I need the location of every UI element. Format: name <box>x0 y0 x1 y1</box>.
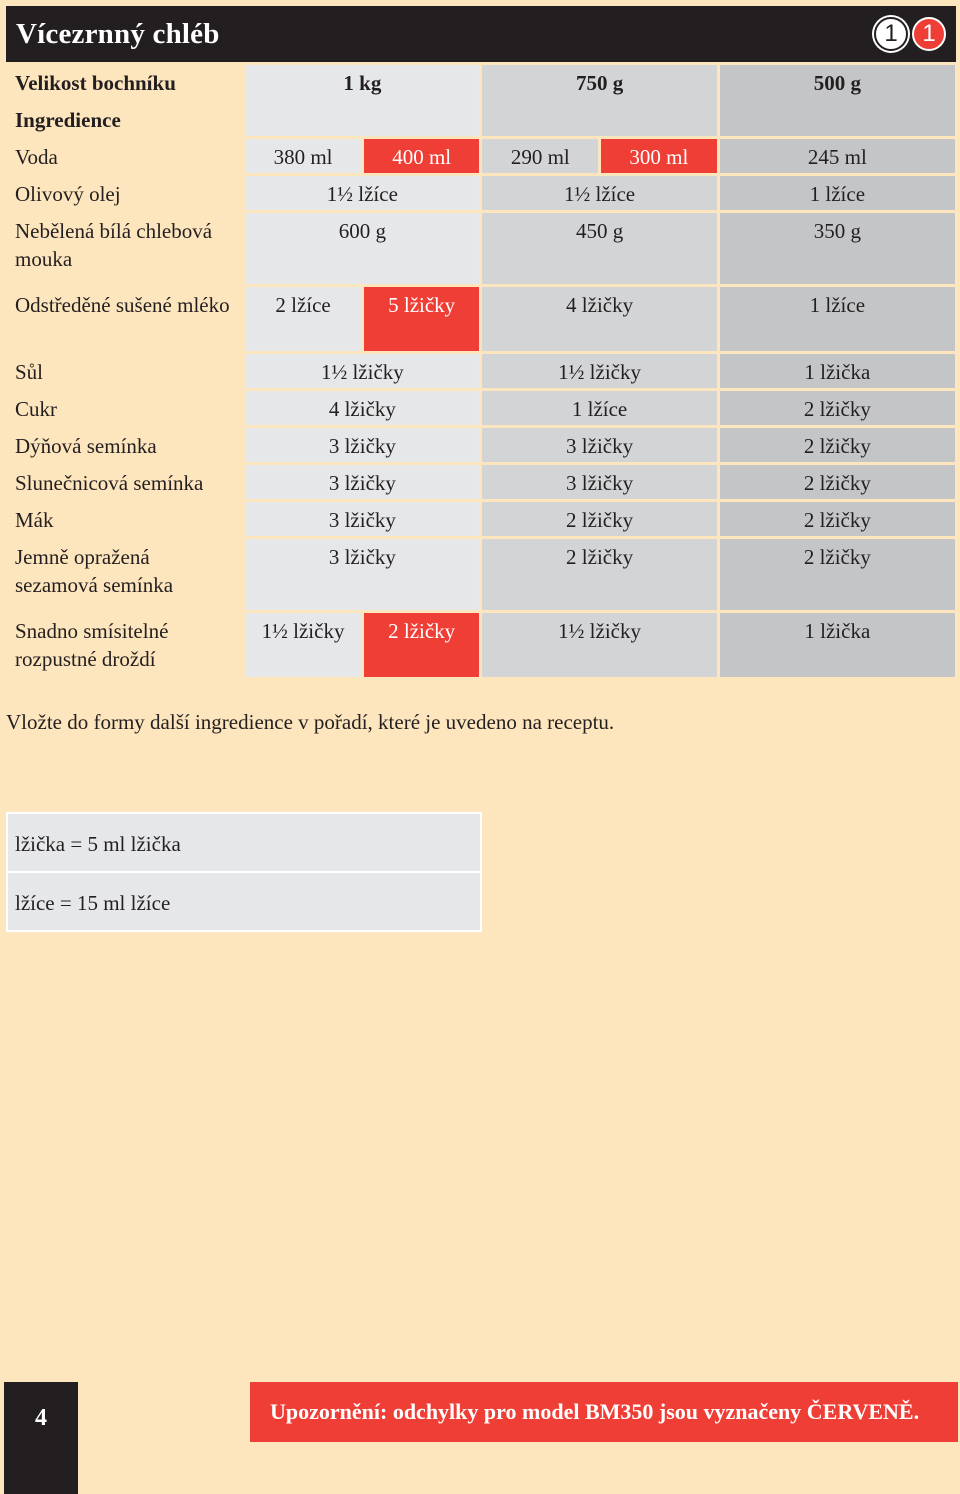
cell-500g: 1 lžíce <box>720 287 955 351</box>
table-row <box>7 287 955 351</box>
cell-500g: 1 lžička <box>720 354 955 388</box>
ingredient-label: Olivový olej <box>7 176 242 210</box>
ingredient-label: Dýňová semínka <box>7 428 242 462</box>
table-row <box>7 354 955 388</box>
table-row <box>7 391 955 425</box>
cell-750g: 1½ lžíce <box>482 176 716 210</box>
cell-1kg-bm350: 2 lžičky <box>364 613 480 677</box>
cell-750g: 4 lžičky <box>482 287 716 351</box>
cell-750g: 290 ml <box>482 139 598 173</box>
cell-500g: 2 lžičky <box>720 539 955 610</box>
ingredient-label: Snadno smísitelné rozpustné droždí <box>7 613 242 677</box>
cell-500g: 1 lžička <box>720 613 955 677</box>
cell-1kg: 1½ lžičky <box>245 613 361 677</box>
ingredient-label: Nebělená bílá chlebová mouka <box>7 213 242 284</box>
cell-750g: 1 lžíce <box>482 391 716 425</box>
cell-500g: 2 lžičky <box>720 502 955 536</box>
cell-750g: 1½ lžičky <box>482 354 716 388</box>
table-row <box>7 502 955 536</box>
page-title: Vícezrnný chléb <box>16 18 220 50</box>
table-row <box>7 428 955 462</box>
ingredient-label: Mák <box>7 502 242 536</box>
model-badge-bm350: 1 <box>912 17 946 51</box>
column-header-750g: 750 g <box>482 65 716 136</box>
cell-1kg-bm350: 400 ml <box>364 139 480 173</box>
ingredient-label: Voda <box>7 139 242 173</box>
table-row <box>7 213 955 284</box>
table-row <box>7 539 955 610</box>
ingredient-label: Cukr <box>7 391 242 425</box>
table-row <box>7 613 955 677</box>
title-bar <box>6 6 956 62</box>
cell-750g: 2 lžičky <box>482 539 716 610</box>
loaf-size-label: Velikost bochníku <box>7 65 242 99</box>
cell-1kg: 3 lžičky <box>245 539 479 610</box>
cell-1kg: 600 g <box>245 213 479 284</box>
cell-500g: 2 lžičky <box>720 465 955 499</box>
cell-1kg: 3 lžičky <box>245 465 479 499</box>
ingredients-label: Ingredience <box>7 102 242 136</box>
table-row <box>7 465 955 499</box>
cell-750g: 3 lžičky <box>482 428 716 462</box>
cell-750g: 450 g <box>482 213 716 284</box>
cell-1kg: 2 lžíce <box>245 287 361 351</box>
ingredient-label: Slunečnicová semínka <box>7 465 242 499</box>
cell-500g: 245 ml <box>720 139 955 173</box>
ingredient-label: Sůl <box>7 354 242 388</box>
column-header-1kg: 1 kg <box>245 65 479 136</box>
table-row <box>7 139 955 173</box>
cell-1kg: 3 lžičky <box>245 428 479 462</box>
table-header-row <box>7 65 955 99</box>
model-warning-banner: Upozornění: odchylky pro model BM350 jsou vyznačeny ČERVENĚ. <box>250 1382 958 1442</box>
measure-teaspoon: lžička = 5 ml lžička <box>8 814 480 871</box>
cell-750g: 1½ lžičky <box>482 613 716 677</box>
cell-1kg: 4 lžičky <box>245 391 479 425</box>
cell-750g-bm350: 300 ml <box>601 139 717 173</box>
model-badges <box>874 17 946 51</box>
cell-750g: 2 lžičky <box>482 502 716 536</box>
measure-tablespoon: lžíce = 15 ml lžíce <box>8 873 480 930</box>
model-badge-standard: 1 <box>874 17 908 51</box>
cell-1kg: 1½ lžičky <box>245 354 479 388</box>
cell-1kg: 3 lžičky <box>245 502 479 536</box>
cell-500g: 1 lžíce <box>720 176 955 210</box>
instruction-note: Vložte do formy další ingredience v pořadí, které je uvedeno na receptu. <box>6 710 615 734</box>
measures-legend <box>6 812 482 932</box>
table-row <box>7 176 955 210</box>
ingredient-label: Odstředěné sušené mléko <box>7 287 242 351</box>
cell-500g: 350 g <box>720 213 955 284</box>
ingredient-label: Jemně opražená sezamová semínka <box>7 539 242 610</box>
cell-750g: 3 lžičky <box>482 465 716 499</box>
cell-1kg-bm350: 5 lžičky <box>364 287 480 351</box>
cell-500g: 2 lžičky <box>720 391 955 425</box>
cell-1kg: 380 ml <box>245 139 361 173</box>
cell-1kg: 1½ lžíce <box>245 176 479 210</box>
recipe-table <box>4 62 958 680</box>
column-header-500g: 500 g <box>720 65 955 136</box>
cell-500g: 2 lžičky <box>720 428 955 462</box>
page-number: 4 <box>4 1382 78 1494</box>
